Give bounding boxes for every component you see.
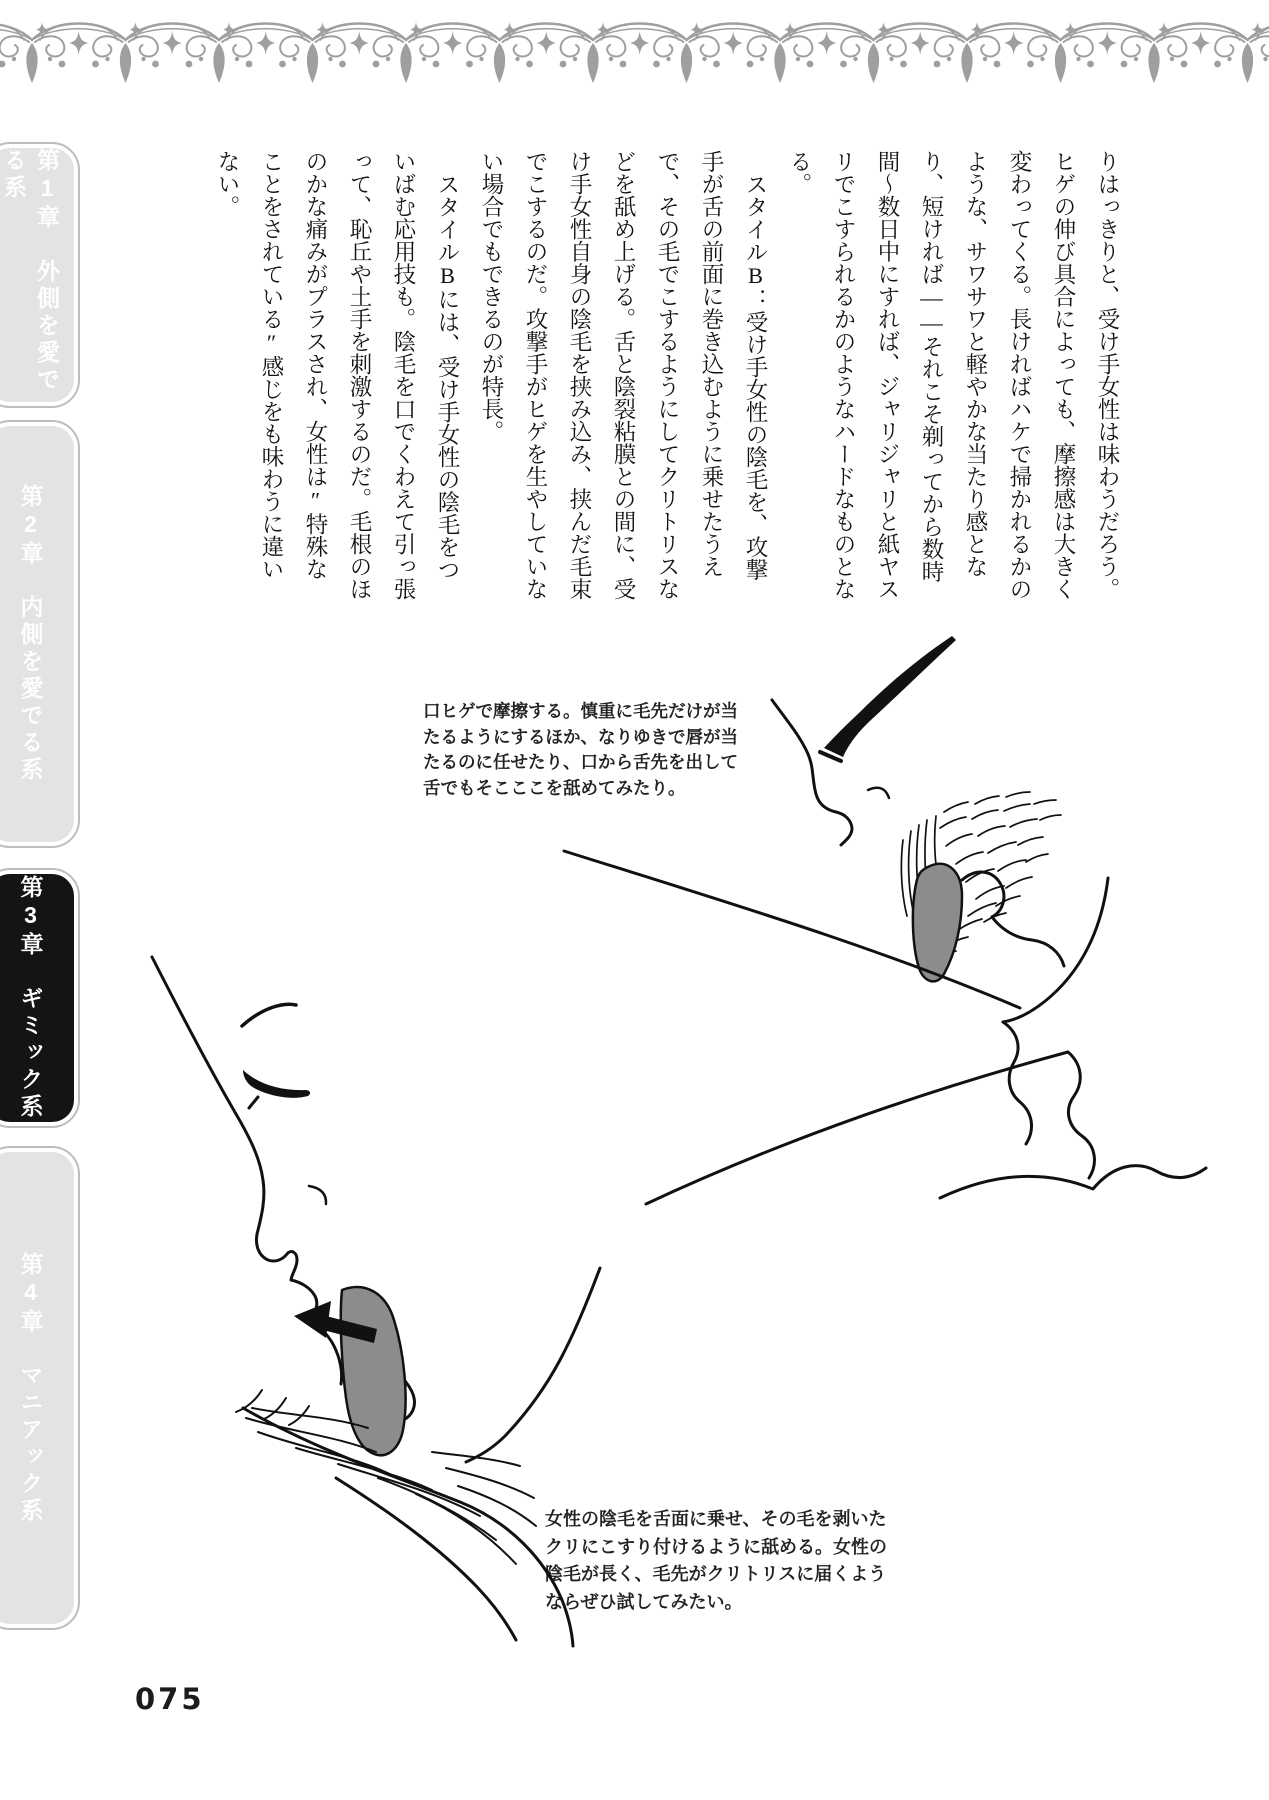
sidebar-tab-chapter4[interactable] [0, 1146, 80, 1630]
ornamental-swag-border [0, 6, 1269, 92]
lower-eyebrow [242, 1004, 296, 1026]
lower-eye-stroke [243, 1070, 310, 1098]
body-paragraph: りはっきりと、受け手女性は味わうだろう。ヒゲの伸び具合によっても、摩擦感は大きく変わってくる。長ければハケで掃かれるかのような、サワサワと軽やかな当たり感となり、短ければ――それこそ剃ってから数時間～数日中にすれば、ジャリジャリと紙ヤスリでこすられるかのようなハードなものとなる。 [787, 150, 1120, 600]
upper-illustration-caption: 口ヒゲで摩擦する。慎重に毛先だけが当たるようにするほか、なりゆきで唇が当たるのに任せたり、口から舌先を出して舌でもそこここを舐めてみたり。 [423, 701, 738, 798]
upper-nostril [868, 788, 889, 798]
sidebar-tab-chapter3-active[interactable] [0, 868, 80, 1128]
sidebar-tab-chapter2-label: 第2章 内側を愛でる系 [17, 484, 44, 784]
lower-nostril [309, 1186, 326, 1204]
page-number: 075 [135, 1682, 205, 1716]
tongue-shape-lower [341, 1287, 406, 1455]
main-body-text [195, 150, 1129, 602]
body-paragraph: スタイルB：受け手女性の陰毛を、攻撃手が舌の前面に巻き込むように乗せたうえで、その毛でこするようにしてクリトリスなどを舐め上げる。舌と陰裂粘膜との間に、受け手女性自身の陰毛を挟み込み、挟んだ毛束でこするのだ。攻撃手がヒゲを生やしていない場合でもできるのが特長。 [479, 150, 768, 600]
tongue-shape-upper [913, 864, 962, 982]
lower-illustration-caption: 女性の陰毛を舌面に乗せ、その毛を剥いたクリにこすり付けるように舐める。女性の陰毛が長く、毛先がクリトリスに届くようならぜひ試してみたい。 [545, 1509, 887, 1612]
sidebar-tab-chapter1[interactable] [0, 142, 80, 408]
sidebar-tab-chapter3-label: 第3章 ギミック系 [17, 875, 44, 1121]
sidebar-tab-chapter4-label: 第4章 マニアック系 [17, 1251, 44, 1525]
sidebar-tab-chapter2[interactable] [0, 420, 80, 848]
body-paragraph: スタイルBには、受け手女性の陰毛をついばむ応用技も。陰毛を口でくわえて引っ張って、恥丘や土手を刺激するのだ。毛根のほのかな痛みがプラスされ、女性は″特殊なことをされている″感じをも味わうに違いない。 [215, 150, 460, 600]
upper-face-profile [772, 700, 852, 845]
upper-eye-stroke [824, 636, 956, 757]
sidebar-tab-chapter1-label: 第1章 外側を愛でる系 [1, 148, 60, 394]
lower-illustration-licking-face [95, 935, 705, 1655]
